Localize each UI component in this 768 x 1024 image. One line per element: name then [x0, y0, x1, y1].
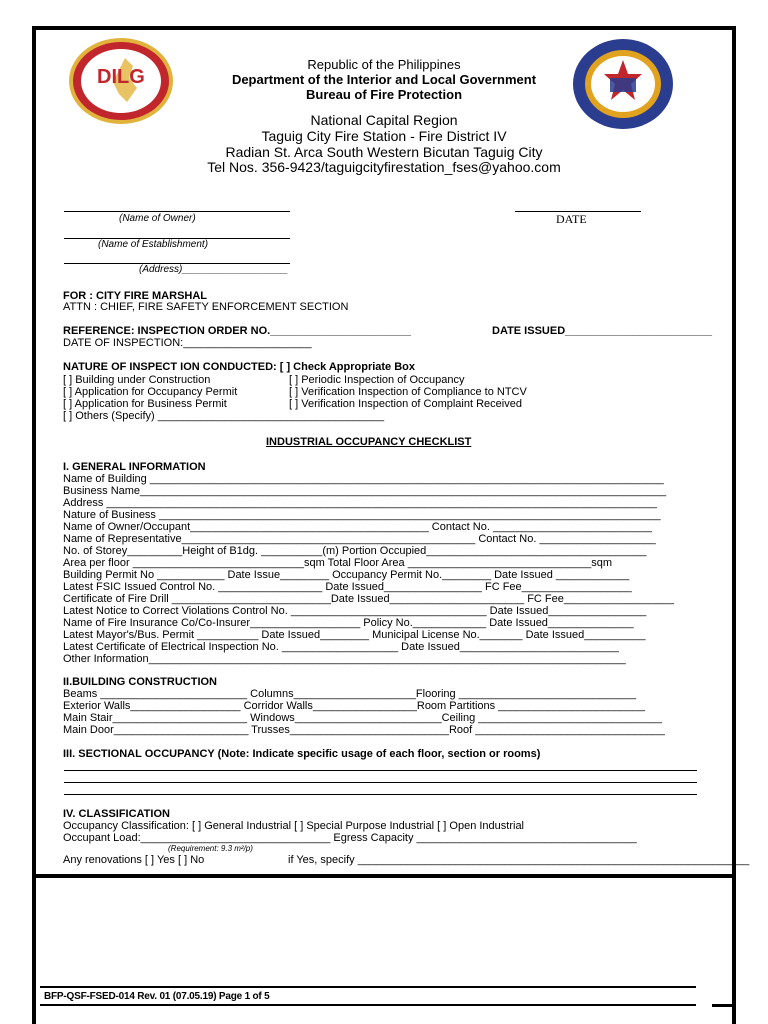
sectional-title [63, 748, 540, 760]
general-field: Name of Owner/Occupant_______________________________________ Contact No. __________________________ [63, 521, 653, 533]
nature-option: [ ] Verification Inspection of Compliance to NTCV [289, 386, 527, 398]
reference-date-issued: DATE ISSUED________________________ [492, 325, 712, 337]
sectional-line [64, 794, 697, 795]
address-label: (Address)___________________ [139, 264, 289, 275]
for-line: FOR : CITY FIRE MARSHAL [63, 290, 208, 302]
dilg-logo-text: DILG [97, 66, 145, 88]
general-field: Name of Fire Insurance Co/Co-Insurer__________________ Policy No.____________ Date Issued______________ [63, 617, 634, 629]
general-field: Certificate of Fire Drill __________________________Date Issued______________________ FC Fee__________________ [63, 593, 674, 605]
nature-option: [ ] Periodic Inspection of Occupancy [289, 374, 465, 386]
sectional-title-note: (Note: Indicate specific usage of each floor, section or rooms) [214, 748, 541, 760]
checklist-title: INDUSTRIAL OCCUPANCY CHECKLIST [266, 436, 472, 448]
occupant-load: Occupant Load:_______________________________ Egress Capacity ____________________________________ [63, 832, 637, 844]
attn-line: ATTN : CHIEF, FIRE SAFETY ENFORCEMENT SECTION [63, 301, 349, 313]
general-field: Nature of Business __________________________________________________________________________________ [63, 509, 661, 521]
date-label: DATE [556, 212, 587, 226]
general-field: Building Permit No ___________ Date Issue________ Occupancy Permit No.________ Date Issued ____________ [63, 569, 630, 581]
building-field: Exterior Walls__________________ Corridor Walls_________________Room Partitions ________________________ [63, 700, 646, 712]
header-address: Radian St. Arca South Western Bicutan Taguig City [225, 144, 543, 160]
classification-title: IV. CLASSIFICATION [63, 808, 170, 820]
nature-option: [ ] Verification Inspection of Complaint Received [289, 398, 522, 410]
footer-rule [40, 986, 696, 988]
requirement-note: (Requirement: 9.3 m²/p) [168, 844, 253, 853]
nature-option: [ ] Building under Construction [63, 374, 211, 386]
reference-order: REFERENCE: INSPECTION ORDER NO._______________________ [63, 325, 411, 337]
establishment-label: (Name of Establishment) [98, 239, 209, 250]
general-field: Other Information______________________________________________________________________________ [63, 653, 626, 665]
header-contact: Tel Nos. 356-9423/taguigcityfirestation_fses@yahoo.com [207, 159, 561, 175]
sectional-line [64, 770, 697, 771]
header-department: Department of the Interior and Local Government [231, 72, 537, 87]
nature-option: [ ] Application for Business Permit [63, 398, 227, 410]
general-field: Area per floor ____________________________sqm Total Floor Area ______________________________sqm [63, 557, 613, 569]
building-field: Main Stair______________________ Windows________________________Ceiling ______________________________ [63, 712, 662, 724]
nature-option: [ ] Others (Specify) _____________________________________ [63, 410, 385, 422]
building-field: Beams ________________________ Columns____________________Flooring _____________________________ [63, 688, 637, 700]
owner-label: (Name of Owner) [119, 213, 196, 224]
general-field: Address __________________________________________________________________________________________ [63, 497, 657, 509]
nature-title: NATURE OF INSPECT ION CONDUCTED: [ ] Check Appropriate Box [63, 361, 416, 373]
general-field: Name of Building ____________________________________________________________________________________ [63, 473, 664, 485]
general-field: Name of Representative________________________________________________ Contact No. ___________________ [63, 533, 656, 545]
header-bureau: Bureau of Fire Protection [305, 87, 463, 102]
general-field: Latest Notice to Correct Violations Control No. ________________________________ Date Issued________________ [63, 605, 647, 617]
header-line1: Republic of the Philippines [307, 57, 461, 72]
owner-line [64, 211, 290, 212]
renovations-specify: if Yes, specify ________________________________________________________________ [288, 854, 750, 866]
general-title: I. GENERAL INFORMATION [63, 461, 206, 473]
general-field: Latest FSIC Issued Control No. _________________ Date Issued________________ FC Fee__________________ [63, 581, 632, 593]
general-field: Latest Certificate of Electrical Inspection No. ___________________ Date Issued__________________________ [63, 641, 619, 653]
form-code: BFP-QSF-FSED-014 Rev. 01 (07.05.19) Page 1 of 5 [44, 991, 270, 1002]
general-field: Latest Mayor's/Bus. Permit __________ Date Issued________ Municipal License No._______ Date Issued__________ [63, 629, 646, 641]
building-field: Main Door______________________ Trusses__________________________Roof _______________________________ [63, 724, 665, 736]
renovations: Any renovations [ ] Yes [ ] No [63, 854, 205, 866]
footer-rule-bottom [40, 1004, 696, 1006]
header-station: Taguig City Fire Station - Fire District IV [261, 128, 507, 144]
general-field: No. of Storey_________Height of B1dg. __________(m) Portion Occupied____________________________________ [63, 545, 647, 557]
date-of-inspection: DATE OF INSPECTION:_____________________ [63, 337, 312, 349]
building-title: II.BUILDING CONSTRUCTION [63, 676, 217, 688]
occupancy-classification: Occupancy Classification: [ ] General Industrial [ ] Special Purpose Industrial [ ] Open Industrial [63, 820, 525, 832]
nature-option: [ ] Application for Occupancy Permit [63, 386, 238, 398]
general-field: Business Name______________________________________________________________________________________ [63, 485, 667, 497]
sectional-title-main: III. SECTIONAL OCCUPANCY [63, 748, 215, 760]
sectional-line [64, 782, 697, 783]
header-region: National Capital Region [310, 112, 458, 128]
footer-dash [712, 1004, 732, 1007]
